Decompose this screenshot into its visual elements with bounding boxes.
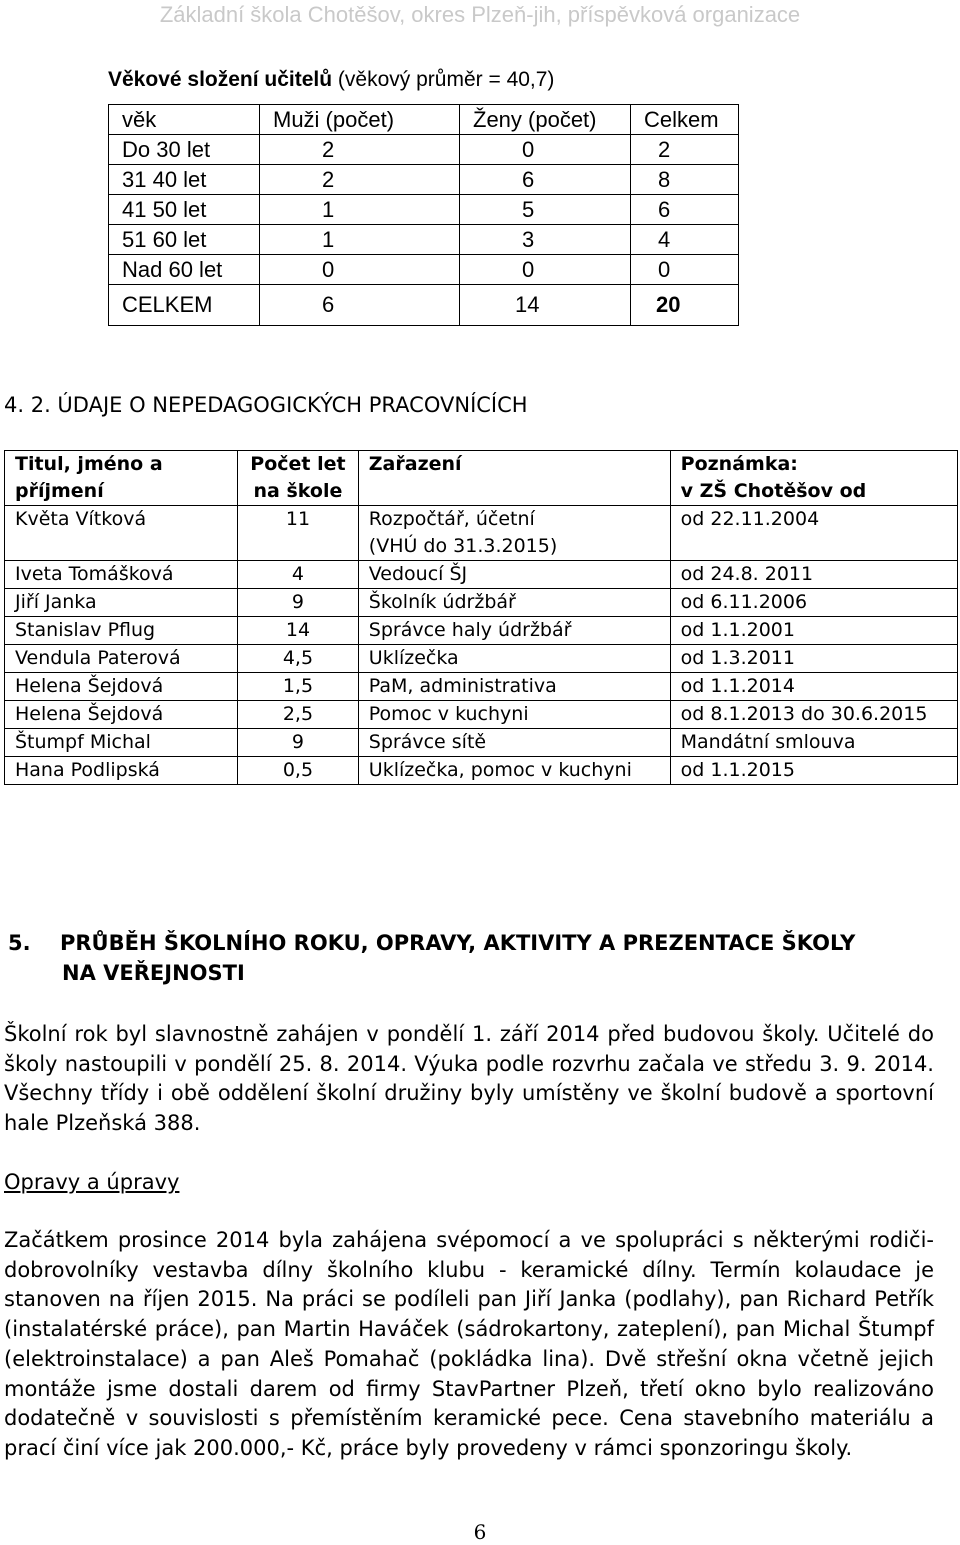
staff-years: 1,5 [238,673,359,701]
age-table-row [109,195,739,225]
age-total-cell: 20 [631,285,739,326]
section5-title-line2: NA VEŘEJNOSTI [62,961,245,985]
age-col-header: Ženy (počet) [460,105,631,135]
staff-name: Vendula Paterová [5,645,238,673]
staff-table-row [5,673,958,701]
staff-table [4,450,958,785]
staff-years: 2,5 [238,701,359,729]
staff-col-header [358,451,670,506]
staff-note: od 6.11.2006 [670,589,957,617]
staff-note: od 1.1.2014 [670,673,957,701]
staff-section-title: 4. 2. ÚDAJE O NEPEDAGOGICKÝCH PRACOVNÍCÍCH [4,393,528,417]
age-total-cell: 14 [460,285,631,326]
staff-note: od 1.3.2011 [670,645,957,673]
age-table-header-row [109,105,739,135]
age-cell: 0 [460,255,631,285]
page-number: 6 [473,1520,487,1544]
staff-table-row [5,729,958,757]
staff-years: 0,5 [238,757,359,785]
staff-role: Vedoucí ŠJ [358,561,670,589]
age-table-row [109,165,739,195]
staff-note: od 1.1.2001 [670,617,957,645]
staff-role: Pomoc v kuchyni [358,701,670,729]
page-header: Základní škola Chotěšov, okres Plzeň-jih, příspěvková organizace [159,2,801,27]
age-col-header: Muži (počet) [260,105,460,135]
staff-role: Uklízečka, pomoc v kuchyni [358,757,670,785]
age-total-cell: CELKEM [109,285,260,326]
age-cell: 8 [631,165,739,195]
staff-note: od 22.11.2004 [670,506,957,561]
age-cell: 51 60 let [109,225,260,255]
age-table [108,104,739,326]
staff-role: PaM, administrativa [358,673,670,701]
age-cell: 6 [631,195,739,225]
age-cell: 0 [260,255,460,285]
staff-name: Květa Vítková [5,506,238,561]
staff-name: Jiří Janka [5,589,238,617]
section5-title [8,928,948,988]
age-cell: 3 [460,225,631,255]
staff-role: Správce sítě [358,729,670,757]
subheading-repairs: Opravy a úpravy [4,1170,180,1194]
age-cell: 6 [460,165,631,195]
staff-table-header-row [5,451,958,506]
age-table-row [109,135,739,165]
staff-table-row [5,645,958,673]
header-line: Poznámka: [680,453,798,475]
header-line: Počet let [250,453,346,475]
age-cell: Do 30 let [109,135,260,165]
staff-name: Stanislav Pflug [5,617,238,645]
staff-note: Mandátní smlouva [670,729,957,757]
age-table-row [109,255,739,285]
staff-table-row [5,701,958,729]
age-cell: 2 [260,165,460,195]
staff-col-header [670,451,957,506]
section5-title-line1 [8,928,948,958]
section5-number: 5. [8,931,31,955]
staff-years: 11 [238,506,359,561]
staff-table-row [5,589,958,617]
age-table-title-bold: Věkové složení učitelů [108,68,333,91]
section5-title-text: PRŮBĚH ŠKOLNÍHO ROKU, OPRAVY, AKTIVITY A PREZENTACE ŠKOLY [60,931,856,955]
age-cell: 2 [631,135,739,165]
staff-years: 4,5 [238,645,359,673]
staff-role [358,506,670,561]
role-line: (VHÚ do 31.3.2015) [368,535,558,557]
header-line: na škole [253,480,343,502]
staff-table-row [5,506,958,561]
age-col-header: věk [109,105,260,135]
header-line: Zařazení [368,453,462,475]
age-cell: 2 [260,135,460,165]
staff-table-row [5,561,958,589]
age-cell: 0 [631,255,739,285]
staff-name: Helena Šejdová [5,701,238,729]
staff-years: 14 [238,617,359,645]
staff-col-header [5,451,238,506]
age-cell: 4 [631,225,739,255]
staff-note: od 1.1.2015 [670,757,957,785]
staff-name: Helena Šejdová [5,673,238,701]
staff-table-row [5,617,958,645]
staff-name: Hana Podlipská [5,757,238,785]
header-line: příjmení [15,480,104,502]
age-table-title [108,68,554,92]
age-total-cell: 6 [260,285,460,326]
age-table-row [109,225,739,255]
staff-years: 4 [238,561,359,589]
age-cell: 31 40 let [109,165,260,195]
age-cell: 41 50 let [109,195,260,225]
age-table-total-row [109,285,739,326]
staff-name: Iveta Tomášková [5,561,238,589]
staff-role: Uklízečka [358,645,670,673]
staff-col-header [238,451,359,506]
staff-role: Správce haly údržbář [358,617,670,645]
staff-years: 9 [238,589,359,617]
staff-role: Školník údržbář [358,589,670,617]
paragraph-repairs: Začátkem prosince 2014 byla zahájena svépomocí a ve spolupráci s některými rodiči-dobrovolníky vestavba dílny školního klubu - keramické dílny. Termín kolaudace je stanoven na říjen 2015. Na práci se podíleli pan Jiří Janka (podlahy), pan Richard Petřík (instalatérské práce), pan Martin Haváček (sádrokartony, zateplení), pan Michal Štumpf (elektroinstalace) a pan Aleš Pomahač (pokládka lina). Dvě střešní okna včetně jejich montáže jsme dostali darem od firmy StavPartner Plzeň, třetí okno bylo realizováno dodatečně v souvislosti s přemístěním keramické pece. Cena stavebního materiálu a prací činí více jak 200.000,- Kč, práce byly provedeny v rámci sponzoringu školy. [4,1228,934,1460]
age-table-title-rest: (věkový průměr = 40,7) [332,68,555,91]
staff-table-row [5,757,958,785]
age-cell: 5 [460,195,631,225]
staff-years: 9 [238,729,359,757]
header-line: Titul, jméno a [15,453,163,475]
age-cell: 1 [260,225,460,255]
paragraph-school-year: Školní rok byl slavnostně zahájen v pondělí 1. září 2014 před budovou školy. Učitelé do školy nastoupili v pondělí 25. 8. 2014. Výuka podle rozvrhu začala ve středu 3. 9. 2014. Všechny třídy i obě oddělení školní družiny byly umístěny ve školní budově a sportovní hale Plzeňská 388. [4,1022,934,1136]
staff-note: od 8.1.2013 do 30.6.2015 [670,701,957,729]
age-cell: 0 [460,135,631,165]
age-cell: Nad 60 let [109,255,260,285]
header-line: v ZŠ Chotěšov od [680,480,867,502]
age-col-header: Celkem [631,105,739,135]
age-cell: 1 [260,195,460,225]
role-line: Rozpočtář, účetní [368,508,535,530]
staff-name: Štumpf Michal [5,729,238,757]
staff-note: od 24.8. 2011 [670,561,957,589]
